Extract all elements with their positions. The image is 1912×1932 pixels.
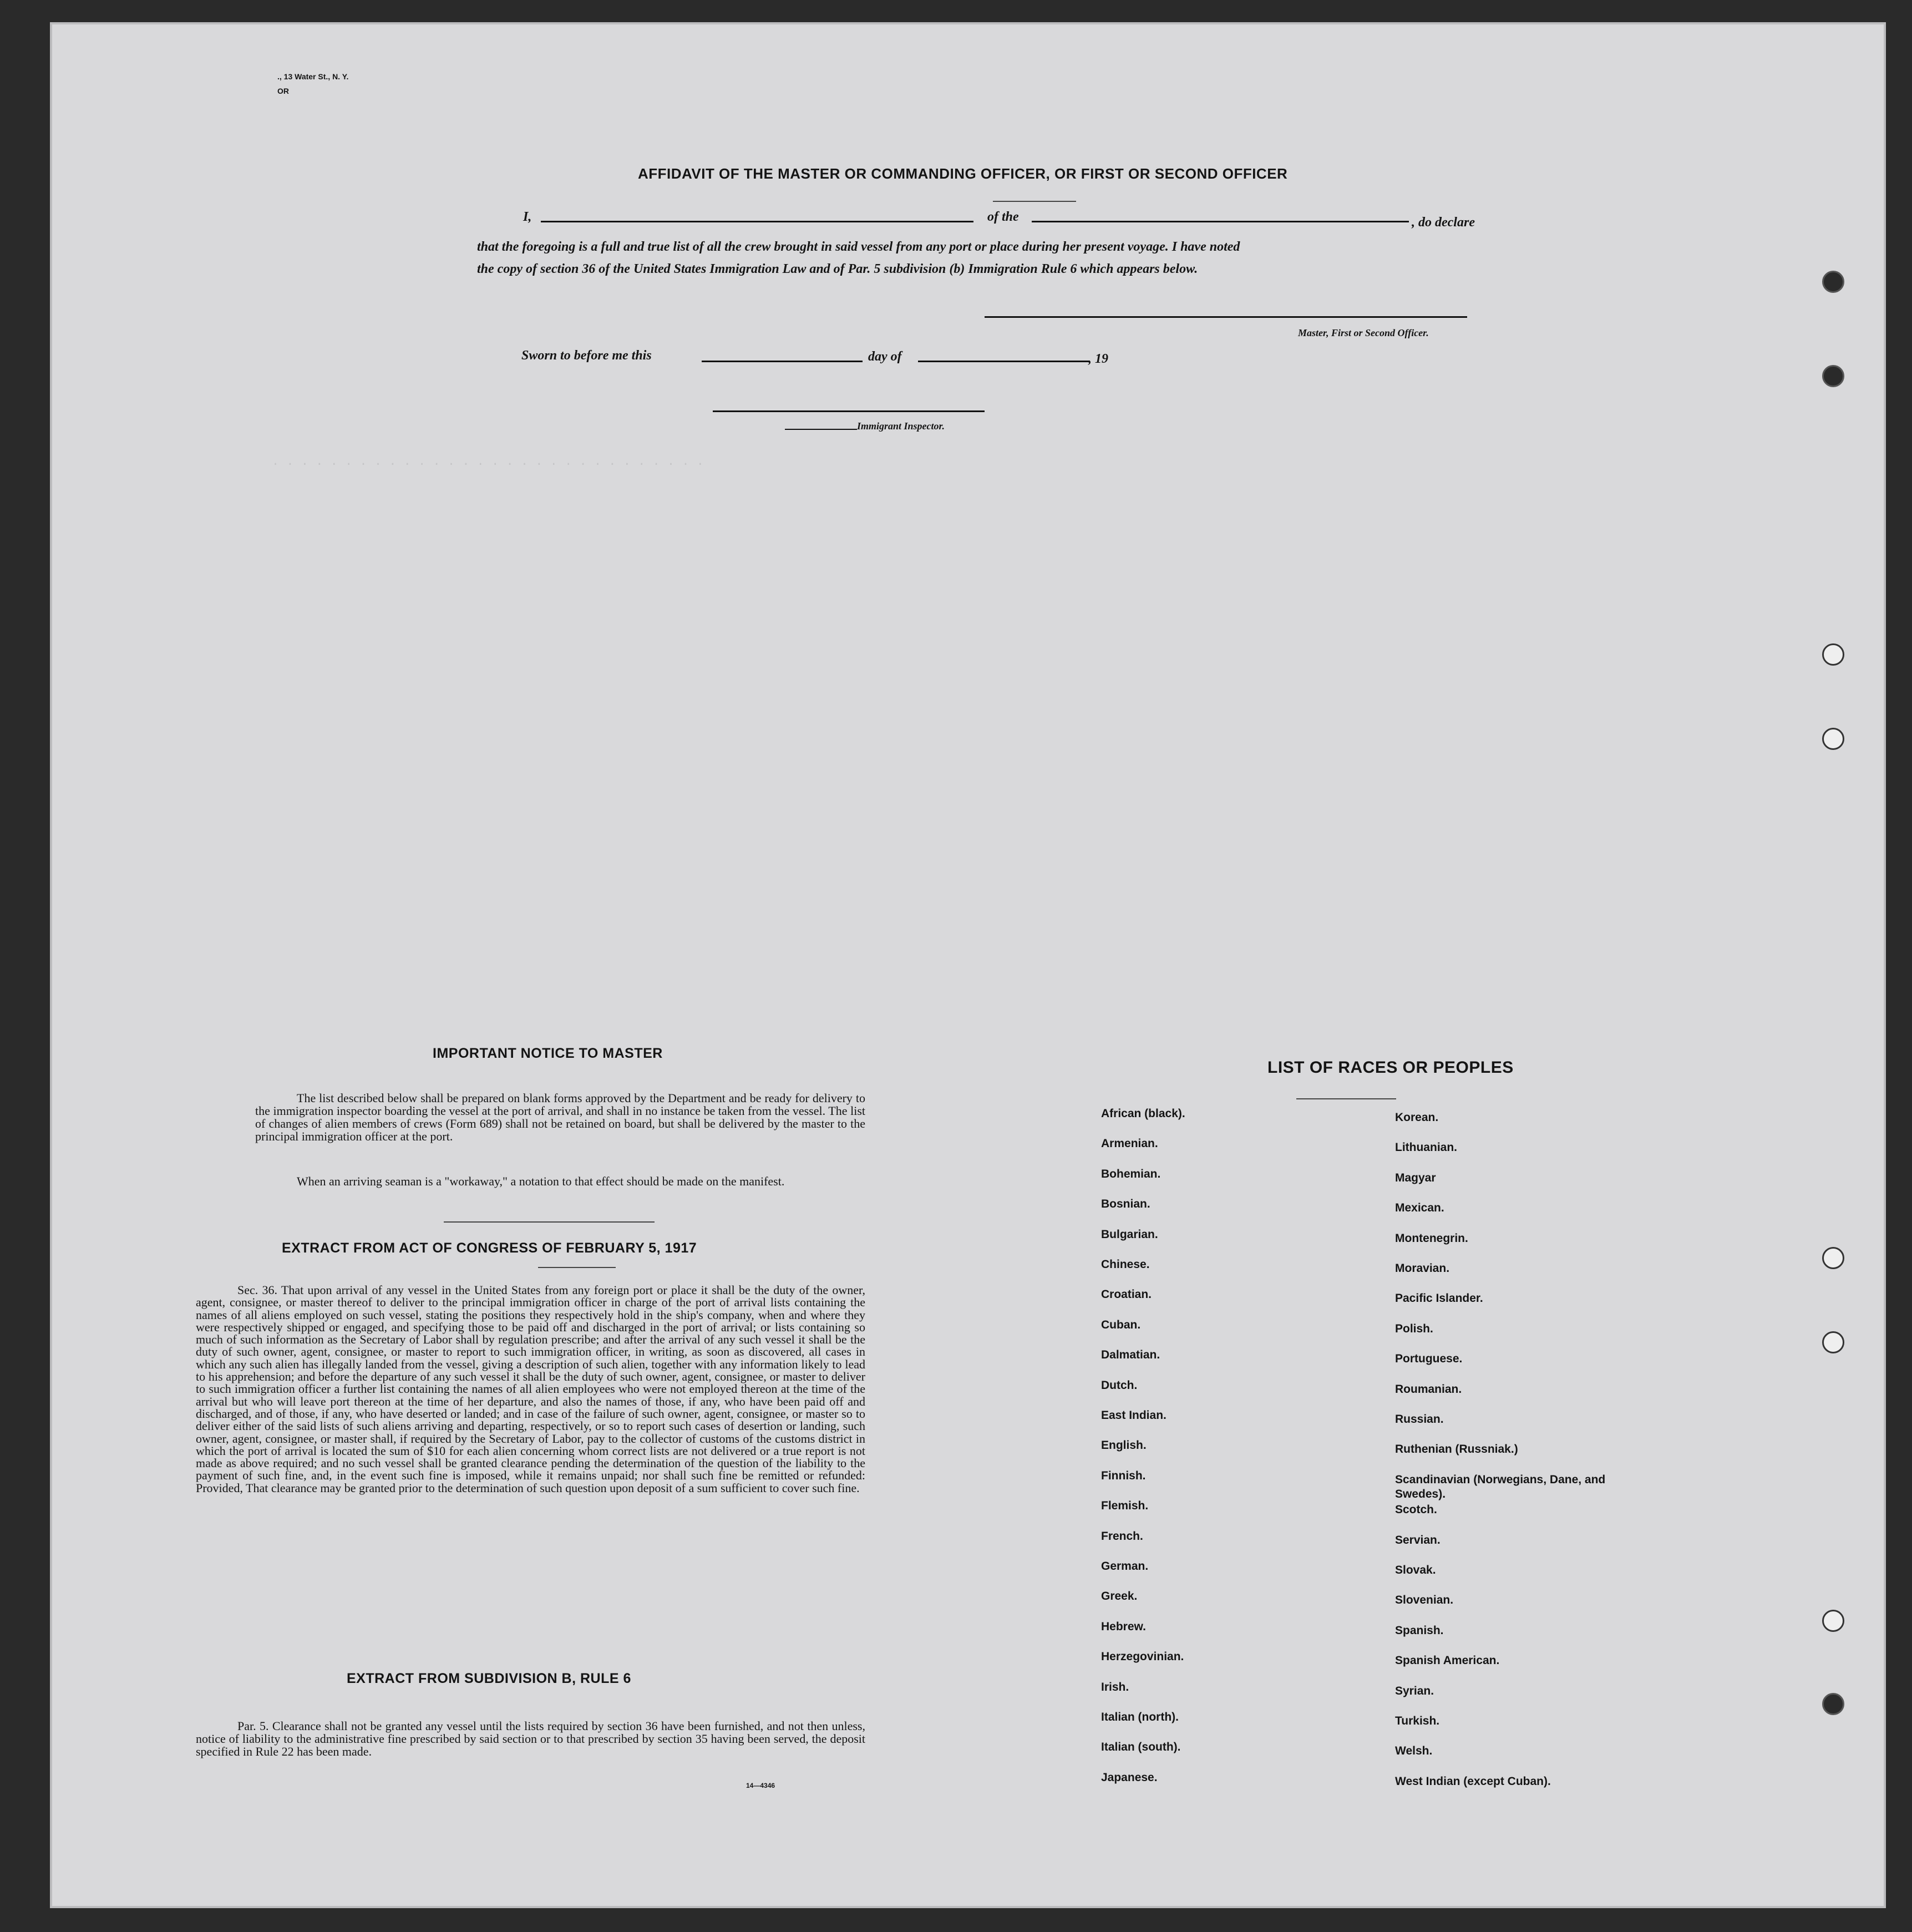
race-item: Slovak. (1395, 1564, 1436, 1576)
extract-act-text: Sec. 36. That upon arrival of any vessel in the United States from any foreign port or place it shall be the duty of the owner, agent, consignee, or master thereof to deliver to the principal immigration officer in charge of the port of arrival lists containing the names of all aliens employed on such vessel, stating the positions they respectively hold in the ship's company, when and where they were respectively shipped or engaged, and specifying those to be paid off and discharged in the port of arrival; or lists containing so much of such information as the Secretary of Labor shall by regulation prescribe; and after the arrival of any such vessel it shall be the duty of such owner, agent, consignee, or master to report to such immigration officer, in writing, as soon as discovered, all cases in which any such alien has illegally landed from the vessel, giving a description of such alien, together with any information likely to lead to his apprehension; and before the departure of any such vessel it shall be the duty of such owner, agent, consignee, or master to deliver to such immigration officer a further list containing the names of all alien employees who were not employed thereon at the time of the arrival but who will leave port thereon at the time of her departure, and also the names of those, if any, who have been paid off and discharged, and of those, if any, who have deserted or landed; and in case of the failure of such owner, agent, consignee, or master so to deliver either of the said lists of such aliens arriving and departing, respectively, or so to report such cases of desertion or landing, such owner, agent, consignee, or master shall, if required by the Secretary of Labor, pay to the collector of customs of the customs district in which the port of arrival is located the sum of $10 for each alien concerning whom correct lists are not delivered or a true report is not made as above required; and no such vessel shall be granted clearance pending the determination of the question of the liability to the payment of such fine, and, in the event such fine is imposed, while it remains unpaid; nor shall such fine be remitted or refunded: Provided, That clearance may be granted prior to the determination of such question upon deposit of a sum sufficient to cover such fine. (196, 1283, 865, 1495)
race-item: Dalmatian. (1101, 1348, 1160, 1362)
race-item: Greek. (1101, 1590, 1138, 1603)
extract-act-title: EXTRACT FROM ACT OF CONGRESS OF FEBRUARY 5, 1917 (282, 1240, 697, 1256)
sworn-day-blank[interactable] (702, 361, 863, 362)
race-item: Slovenian. (1395, 1594, 1454, 1607)
binder-hole-icon (1822, 1693, 1844, 1715)
races-title: LIST OF RACES OR PEOPLES (1267, 1058, 1514, 1077)
title-rule (993, 201, 1076, 202)
race-item: Italian (north). (1101, 1711, 1179, 1723)
race-item: Polish. (1395, 1322, 1433, 1335)
race-item: Pacific Islander. (1395, 1292, 1483, 1305)
printer-imprint (277, 72, 348, 95)
affidavit-line-3: the copy of section 36 of the United States Immigration Law and of Par. 5 subdivision (b) Immigration Rule 6 which appears below. (477, 262, 1198, 276)
race-item: African (black). (1101, 1107, 1185, 1120)
sworn-label: Sworn to before me this (521, 348, 652, 363)
race-item: Moravian. (1395, 1262, 1450, 1275)
year-label: , 19 (1088, 352, 1108, 366)
race-item: Hebrew. (1101, 1620, 1146, 1633)
binder-hole-icon (1822, 1331, 1844, 1353)
race-item: Russian. (1395, 1413, 1444, 1426)
race-item: Spanish American. (1395, 1654, 1500, 1667)
race-item: Herzegovinian. (1101, 1650, 1184, 1664)
race-item: French. (1101, 1529, 1143, 1543)
sworn-month-blank[interactable] (918, 361, 1090, 362)
notice-rule (444, 1221, 655, 1223)
race-item: English. (1101, 1439, 1147, 1452)
race-item: German. (1101, 1560, 1149, 1573)
race-item: Roumanian. (1395, 1382, 1462, 1396)
race-item: Bohemian. (1101, 1167, 1161, 1180)
affidavit-of-the-label: of the (987, 210, 1019, 224)
race-item: Flemish. (1101, 1499, 1149, 1513)
inspector-caption: Immigrant Inspector. (857, 420, 945, 432)
inspector-short-rule (785, 429, 857, 430)
race-item: Bosnian. (1101, 1198, 1150, 1211)
printer-line-2: OR (277, 87, 289, 95)
race-item: Finnish. (1101, 1469, 1146, 1482)
day-of-label: day of (868, 349, 902, 364)
race-item: Croatian. (1101, 1288, 1152, 1301)
master-caption: Master, First or Second Officer. (1298, 327, 1429, 338)
race-item: Montenegrin. (1395, 1231, 1468, 1245)
name-blank-line[interactable] (541, 221, 973, 222)
master-signature-line[interactable] (985, 316, 1467, 318)
binder-hole-icon (1822, 365, 1844, 387)
races-rule (1296, 1098, 1396, 1099)
race-item: Servian. (1395, 1533, 1441, 1546)
printer-line-1: ., 13 Water St., N. Y. (277, 72, 349, 81)
race-item: Chinese. (1101, 1258, 1150, 1271)
race-item: Scandinavian (Norwegians, Dane, and Swedes). (1395, 1473, 1606, 1500)
affidavit-line-2: that the foregoing is a full and true list of all the crew brought in said vessel from any port or place during her present voyage. I have noted (477, 240, 1240, 254)
document-page (50, 22, 1886, 1908)
inspector-signature-line[interactable] (713, 410, 985, 412)
race-item: Dutch. (1101, 1378, 1138, 1392)
race-item: Magyar (1395, 1171, 1436, 1184)
race-item: Cuban. (1101, 1318, 1141, 1331)
race-item: Armenian. (1101, 1137, 1158, 1150)
race-item: Korean. (1395, 1111, 1439, 1124)
binder-hole-icon (1822, 1247, 1844, 1269)
bleed-through-text: . . . . . . . . . . . . . . . . . . . . . . . . . . . . . . (272, 455, 704, 469)
race-item: Japanese. (1101, 1771, 1158, 1784)
race-item: Portuguese. (1395, 1352, 1463, 1366)
race-item: Bulgarian. (1101, 1228, 1158, 1241)
race-item: Ruthenian (Russniak.) (1395, 1443, 1518, 1456)
binder-hole-icon (1822, 728, 1844, 750)
race-item: Scotch. (1395, 1503, 1437, 1517)
form-number: 14—4346 (746, 1782, 775, 1789)
race-item: Lithuanian. (1395, 1141, 1457, 1154)
race-item: Irish. (1101, 1680, 1129, 1693)
binder-hole-icon (1822, 271, 1844, 293)
extract-rule-title: EXTRACT FROM SUBDIVISION B, RULE 6 (347, 1671, 631, 1686)
notice-title: IMPORTANT NOTICE TO MASTER (433, 1046, 663, 1061)
affidavit-i-label: I, (523, 210, 532, 224)
race-item: Welsh. (1395, 1745, 1433, 1758)
race-item: Spanish. (1395, 1624, 1444, 1637)
extract-rule-text: Par. 5. Clearance shall not be granted any vessel until the lists required by section 36 have been furnished, and not then unless, notice of liability to the administrative fine prescribed by said section or to that prescribed by section 35 having been served, the deposit specified in Rule 22 has been made. (196, 1719, 865, 1758)
binder-hole-icon (1822, 643, 1844, 666)
binder-hole-icon (1822, 1610, 1844, 1632)
notice-paragraph-1: The list described below shall be prepared on blank forms approved by the Department and be ready for delivery to the immigration inspector boarding the vessel at the port of arrival, and shall in no instance be taken from the vessel. The list of changes of alien members of crews (Form 689) shall not be retained on board, but shall be delivered by the master to the principal immigration officer at the port. (255, 1091, 865, 1143)
race-item: Italian (south). (1101, 1741, 1181, 1754)
race-item: West Indian (except Cuban). (1395, 1774, 1551, 1788)
do-declare-label: , do declare (1412, 215, 1475, 230)
extract-act-rule (538, 1267, 616, 1268)
race-item: Turkish. (1395, 1715, 1440, 1727)
race-item: Mexican. (1395, 1201, 1444, 1215)
affidavit-title: AFFIDAVIT OF THE MASTER OR COMMANDING OFFICER, OR FIRST OR SECOND OFFICER (638, 165, 1288, 182)
vessel-blank-line[interactable] (1032, 221, 1409, 222)
notice-paragraph-2: When an arriving seaman is a "workaway," a notation to that effect should be made on the manifest. (297, 1174, 785, 1188)
race-item: East Indian. (1101, 1409, 1167, 1422)
race-item: Syrian. (1395, 1684, 1434, 1697)
